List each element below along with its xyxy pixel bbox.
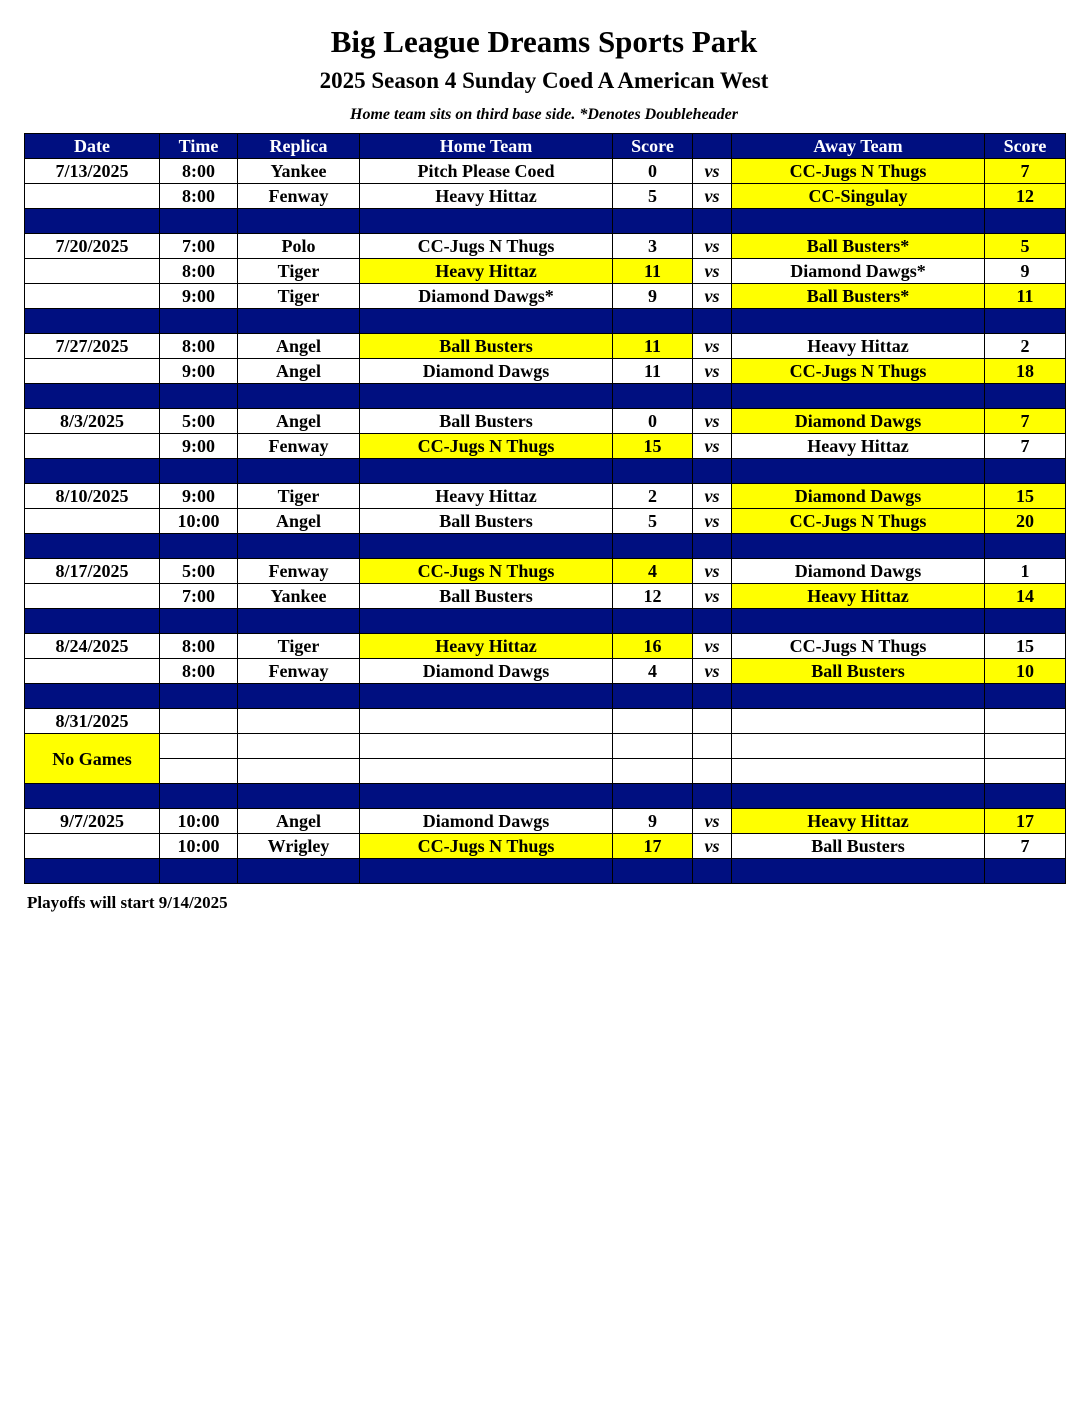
- home-team-cell: CC-Jugs N Thugs: [360, 234, 613, 259]
- home-score-cell: 11: [613, 359, 693, 384]
- table-row: [25, 559, 1066, 584]
- separator-cell: [693, 459, 732, 484]
- away-score-cell: 1: [985, 559, 1066, 584]
- empty-cell: [693, 709, 732, 734]
- time-cell: 8:00: [160, 259, 238, 284]
- time-cell: 8:00: [160, 159, 238, 184]
- separator-cell: [985, 459, 1066, 484]
- vs-cell: vs: [693, 334, 732, 359]
- home-team-cell: Pitch Please Coed: [360, 159, 613, 184]
- away-team-cell: Ball Busters: [732, 659, 985, 684]
- separator-cell: [25, 459, 160, 484]
- home-team-cell: Diamond Dawgs: [360, 809, 613, 834]
- date-cell: 9/7/2025: [25, 809, 160, 834]
- separator-cell: [732, 684, 985, 709]
- separator-cell: [25, 309, 160, 334]
- separator-cell: [360, 459, 613, 484]
- separator-cell: [160, 459, 238, 484]
- separator-cell: [25, 384, 160, 409]
- away-score-cell: 20: [985, 509, 1066, 534]
- empty-cell: [360, 734, 613, 759]
- separator-cell: [732, 609, 985, 634]
- separator-cell: [693, 609, 732, 634]
- header-away-team: Away Team: [732, 134, 985, 159]
- replica-cell: Tiger: [238, 484, 360, 509]
- home-score-cell: 9: [613, 809, 693, 834]
- separator-cell: [238, 859, 360, 884]
- empty-cell: [985, 759, 1066, 784]
- time-cell: 9:00: [160, 359, 238, 384]
- separator-cell: [693, 534, 732, 559]
- replica-cell: Tiger: [238, 259, 360, 284]
- separator-row: [25, 459, 1066, 484]
- empty-cell: [732, 709, 985, 734]
- separator-row: [25, 684, 1066, 709]
- away-team-cell: CC-Singulay: [732, 184, 985, 209]
- empty-cell: [160, 734, 238, 759]
- separator-cell: [732, 784, 985, 809]
- home-score-cell: 0: [613, 159, 693, 184]
- separator-cell: [732, 309, 985, 334]
- home-team-cell: Ball Busters: [360, 584, 613, 609]
- vs-cell: vs: [693, 559, 732, 584]
- separator-row: [25, 309, 1066, 334]
- vs-cell: vs: [693, 809, 732, 834]
- replica-cell: Fenway: [238, 434, 360, 459]
- separator-cell: [25, 609, 160, 634]
- away-score-cell: 7: [985, 434, 1066, 459]
- playoffs-note: Playoffs will start 9/14/2025: [27, 893, 228, 912]
- page-subtitle: 2025 Season 4 Sunday Coed A American West: [319, 68, 769, 93]
- empty-cell: [360, 709, 613, 734]
- replica-cell: Angel: [238, 359, 360, 384]
- empty-cell: [238, 709, 360, 734]
- time-cell: 5:00: [160, 559, 238, 584]
- empty-cell: [160, 709, 238, 734]
- replica-cell: Fenway: [238, 184, 360, 209]
- home-team-cell: Diamond Dawgs*: [360, 284, 613, 309]
- vs-cell: vs: [693, 834, 732, 859]
- away-team-cell: Heavy Hittaz: [732, 334, 985, 359]
- time-cell: 7:00: [160, 584, 238, 609]
- separator-cell: [360, 784, 613, 809]
- separator-cell: [985, 784, 1066, 809]
- empty-cell: [732, 759, 985, 784]
- away-team-cell: Ball Busters*: [732, 284, 985, 309]
- separator-cell: [238, 209, 360, 234]
- date-cell: 8/10/2025: [25, 484, 160, 509]
- separator-cell: [613, 684, 693, 709]
- time-cell: 7:00: [160, 234, 238, 259]
- separator-cell: [985, 384, 1066, 409]
- vs-cell: vs: [693, 509, 732, 534]
- separator-cell: [693, 684, 732, 709]
- separator-cell: [732, 534, 985, 559]
- date-cell: 7/27/2025: [25, 334, 160, 359]
- replica-cell: Angel: [238, 809, 360, 834]
- header-replica: Replica: [238, 134, 360, 159]
- date-cell: 8/17/2025: [25, 559, 160, 584]
- separator-cell: [693, 784, 732, 809]
- separator-row: [25, 609, 1066, 634]
- separator-cell: [238, 684, 360, 709]
- away-team-cell: Heavy Hittaz: [732, 809, 985, 834]
- replica-cell: Fenway: [238, 659, 360, 684]
- table-row: [25, 484, 1066, 509]
- time-cell: 8:00: [160, 634, 238, 659]
- away-score-cell: 7: [985, 159, 1066, 184]
- away-team-cell: Ball Busters: [732, 834, 985, 859]
- header-date: Date: [25, 134, 160, 159]
- separator-cell: [985, 309, 1066, 334]
- date-cell: [25, 259, 160, 284]
- date-cell: [25, 834, 160, 859]
- away-score-cell: 15: [985, 634, 1066, 659]
- schedule-table: [24, 133, 1066, 884]
- table-row: [25, 634, 1066, 659]
- separator-cell: [985, 859, 1066, 884]
- date-cell: [25, 434, 160, 459]
- away-score-cell: 12: [985, 184, 1066, 209]
- home-score-cell: 5: [613, 509, 693, 534]
- away-team-cell: Ball Busters*: [732, 234, 985, 259]
- away-team-cell: CC-Jugs N Thugs: [732, 634, 985, 659]
- vs-cell: vs: [693, 434, 732, 459]
- replica-cell: Angel: [238, 409, 360, 434]
- separator-cell: [238, 609, 360, 634]
- empty-cell: [985, 709, 1066, 734]
- away-team-cell: Diamond Dawgs: [732, 409, 985, 434]
- away-team-cell: Diamond Dawgs: [732, 559, 985, 584]
- time-cell: 5:00: [160, 409, 238, 434]
- separator-cell: [985, 209, 1066, 234]
- date-cell: 8/31/2025: [25, 709, 160, 734]
- header-away-score: Score: [985, 134, 1066, 159]
- separator-cell: [160, 534, 238, 559]
- home-score-cell: 0: [613, 409, 693, 434]
- header-vs: [693, 134, 732, 159]
- empty-cell: [613, 734, 693, 759]
- away-team-cell: Heavy Hittaz: [732, 434, 985, 459]
- separator-cell: [160, 309, 238, 334]
- home-team-cell: CC-Jugs N Thugs: [360, 834, 613, 859]
- table-row: [25, 809, 1066, 834]
- separator-cell: [360, 859, 613, 884]
- empty-cell: [360, 759, 613, 784]
- separator-cell: [693, 859, 732, 884]
- away-score-cell: 7: [985, 409, 1066, 434]
- date-cell: [25, 509, 160, 534]
- separator-cell: [360, 534, 613, 559]
- vs-cell: vs: [693, 184, 732, 209]
- away-score-cell: 9: [985, 259, 1066, 284]
- away-score-cell: 10: [985, 659, 1066, 684]
- table-row: [25, 159, 1066, 184]
- separator-cell: [613, 309, 693, 334]
- table-row: [25, 359, 1066, 384]
- separator-cell: [613, 534, 693, 559]
- separator-cell: [985, 684, 1066, 709]
- separator-cell: [693, 384, 732, 409]
- home-team-cell: Heavy Hittaz: [360, 259, 613, 284]
- time-cell: 9:00: [160, 434, 238, 459]
- time-cell: 8:00: [160, 184, 238, 209]
- empty-cell: [160, 759, 238, 784]
- replica-cell: Polo: [238, 234, 360, 259]
- separator-cell: [613, 209, 693, 234]
- separator-cell: [613, 859, 693, 884]
- table-row: [25, 734, 1066, 759]
- time-cell: 9:00: [160, 284, 238, 309]
- away-team-cell: CC-Jugs N Thugs: [732, 509, 985, 534]
- table-row: [25, 184, 1066, 209]
- separator-cell: [360, 384, 613, 409]
- separator-row: [25, 534, 1066, 559]
- empty-cell: [613, 759, 693, 784]
- away-team-cell: Diamond Dawgs*: [732, 259, 985, 284]
- table-row: [25, 509, 1066, 534]
- separator-cell: [732, 459, 985, 484]
- date-cell: 8/3/2025: [25, 409, 160, 434]
- away-team-cell: Heavy Hittaz: [732, 584, 985, 609]
- separator-cell: [160, 209, 238, 234]
- home-team-cell: Ball Busters: [360, 334, 613, 359]
- home-score-cell: 11: [613, 259, 693, 284]
- separator-cell: [160, 684, 238, 709]
- table-row: [25, 434, 1066, 459]
- replica-cell: Tiger: [238, 634, 360, 659]
- empty-cell: [238, 759, 360, 784]
- separator-cell: [160, 609, 238, 634]
- separator-cell: [25, 684, 160, 709]
- home-score-cell: 2: [613, 484, 693, 509]
- separator-cell: [360, 609, 613, 634]
- separator-cell: [360, 309, 613, 334]
- vs-cell: vs: [693, 159, 732, 184]
- away-team-cell: CC-Jugs N Thugs: [732, 159, 985, 184]
- away-score-cell: 2: [985, 334, 1066, 359]
- separator-cell: [613, 384, 693, 409]
- date-cell: 8/24/2025: [25, 634, 160, 659]
- separator-cell: [160, 384, 238, 409]
- empty-cell: [693, 734, 732, 759]
- separator-cell: [25, 209, 160, 234]
- away-score-cell: 5: [985, 234, 1066, 259]
- replica-cell: Angel: [238, 334, 360, 359]
- table-row: [25, 259, 1066, 284]
- home-score-cell: 12: [613, 584, 693, 609]
- away-score-cell: 11: [985, 284, 1066, 309]
- empty-cell: [613, 709, 693, 734]
- separator-cell: [160, 859, 238, 884]
- home-score-cell: 15: [613, 434, 693, 459]
- empty-cell: [693, 759, 732, 784]
- table-row: [25, 759, 1066, 784]
- no-games-label: No Games: [25, 734, 160, 784]
- separator-cell: [238, 309, 360, 334]
- header-time: Time: [160, 134, 238, 159]
- home-score-cell: 4: [613, 559, 693, 584]
- vs-cell: vs: [693, 359, 732, 384]
- separator-cell: [613, 784, 693, 809]
- empty-cell: [732, 734, 985, 759]
- table-row: [25, 584, 1066, 609]
- time-cell: 10:00: [160, 834, 238, 859]
- page-title: Big League Dreams Sports Park: [330, 24, 758, 59]
- away-score-cell: 7: [985, 834, 1066, 859]
- home-team-cell: Heavy Hittaz: [360, 184, 613, 209]
- vs-cell: vs: [693, 259, 732, 284]
- home-team-cell: Ball Busters: [360, 509, 613, 534]
- table-row: [25, 834, 1066, 859]
- table-row: [25, 284, 1066, 309]
- vs-cell: vs: [693, 409, 732, 434]
- separator-cell: [732, 859, 985, 884]
- date-cell: [25, 359, 160, 384]
- separator-cell: [985, 534, 1066, 559]
- time-cell: 8:00: [160, 334, 238, 359]
- date-cell: 7/13/2025: [25, 159, 160, 184]
- vs-cell: vs: [693, 284, 732, 309]
- home-team-cell: Heavy Hittaz: [360, 484, 613, 509]
- separator-cell: [25, 784, 160, 809]
- time-cell: 10:00: [160, 509, 238, 534]
- date-cell: 7/20/2025: [25, 234, 160, 259]
- table-row: [25, 409, 1066, 434]
- home-score-cell: 17: [613, 834, 693, 859]
- replica-cell: Angel: [238, 509, 360, 534]
- separator-cell: [238, 534, 360, 559]
- schedule-note: Home team sits on third base side. *Denotes Doubleheader: [350, 106, 738, 123]
- home-score-cell: 9: [613, 284, 693, 309]
- empty-cell: [238, 734, 360, 759]
- vs-cell: vs: [693, 634, 732, 659]
- home-score-cell: 3: [613, 234, 693, 259]
- table-row: [25, 234, 1066, 259]
- date-cell: [25, 659, 160, 684]
- header-home-team: Home Team: [360, 134, 613, 159]
- time-cell: 10:00: [160, 809, 238, 834]
- away-score-cell: 14: [985, 584, 1066, 609]
- home-score-cell: 16: [613, 634, 693, 659]
- separator-cell: [238, 459, 360, 484]
- separator-cell: [693, 209, 732, 234]
- home-team-cell: CC-Jugs N Thugs: [360, 559, 613, 584]
- away-score-cell: 18: [985, 359, 1066, 384]
- vs-cell: vs: [693, 234, 732, 259]
- separator-row: [25, 384, 1066, 409]
- separator-cell: [160, 784, 238, 809]
- away-team-cell: Diamond Dawgs: [732, 484, 985, 509]
- separator-cell: [25, 534, 160, 559]
- separator-cell: [732, 209, 985, 234]
- home-team-cell: Diamond Dawgs: [360, 359, 613, 384]
- separator-cell: [693, 309, 732, 334]
- separator-cell: [732, 384, 985, 409]
- home-team-cell: Diamond Dawgs: [360, 659, 613, 684]
- separator-cell: [238, 384, 360, 409]
- separator-row: [25, 859, 1066, 884]
- vs-cell: vs: [693, 584, 732, 609]
- home-team-cell: Ball Busters: [360, 409, 613, 434]
- date-cell: [25, 584, 160, 609]
- empty-cell: [985, 734, 1066, 759]
- separator-cell: [985, 609, 1066, 634]
- separator-cell: [613, 459, 693, 484]
- separator-row: [25, 784, 1066, 809]
- table-row: [25, 659, 1066, 684]
- vs-cell: vs: [693, 659, 732, 684]
- home-team-cell: CC-Jugs N Thugs: [360, 434, 613, 459]
- separator-cell: [25, 859, 160, 884]
- replica-cell: Tiger: [238, 284, 360, 309]
- home-score-cell: 5: [613, 184, 693, 209]
- home-score-cell: 4: [613, 659, 693, 684]
- date-cell: [25, 184, 160, 209]
- separator-cell: [613, 609, 693, 634]
- away-team-cell: CC-Jugs N Thugs: [732, 359, 985, 384]
- vs-cell: vs: [693, 484, 732, 509]
- away-score-cell: 15: [985, 484, 1066, 509]
- home-score-cell: 11: [613, 334, 693, 359]
- time-cell: 8:00: [160, 659, 238, 684]
- home-team-cell: Heavy Hittaz: [360, 634, 613, 659]
- separator-cell: [360, 209, 613, 234]
- replica-cell: Yankee: [238, 159, 360, 184]
- table-row: [25, 709, 1066, 734]
- separator-cell: [238, 784, 360, 809]
- date-cell: [25, 284, 160, 309]
- separator-row: [25, 209, 1066, 234]
- replica-cell: Fenway: [238, 559, 360, 584]
- replica-cell: Yankee: [238, 584, 360, 609]
- table-header-row: [25, 134, 1066, 159]
- table-row: [25, 334, 1066, 359]
- away-score-cell: 17: [985, 809, 1066, 834]
- time-cell: 9:00: [160, 484, 238, 509]
- separator-cell: [360, 684, 613, 709]
- replica-cell: Wrigley: [238, 834, 360, 859]
- header-home-score: Score: [613, 134, 693, 159]
